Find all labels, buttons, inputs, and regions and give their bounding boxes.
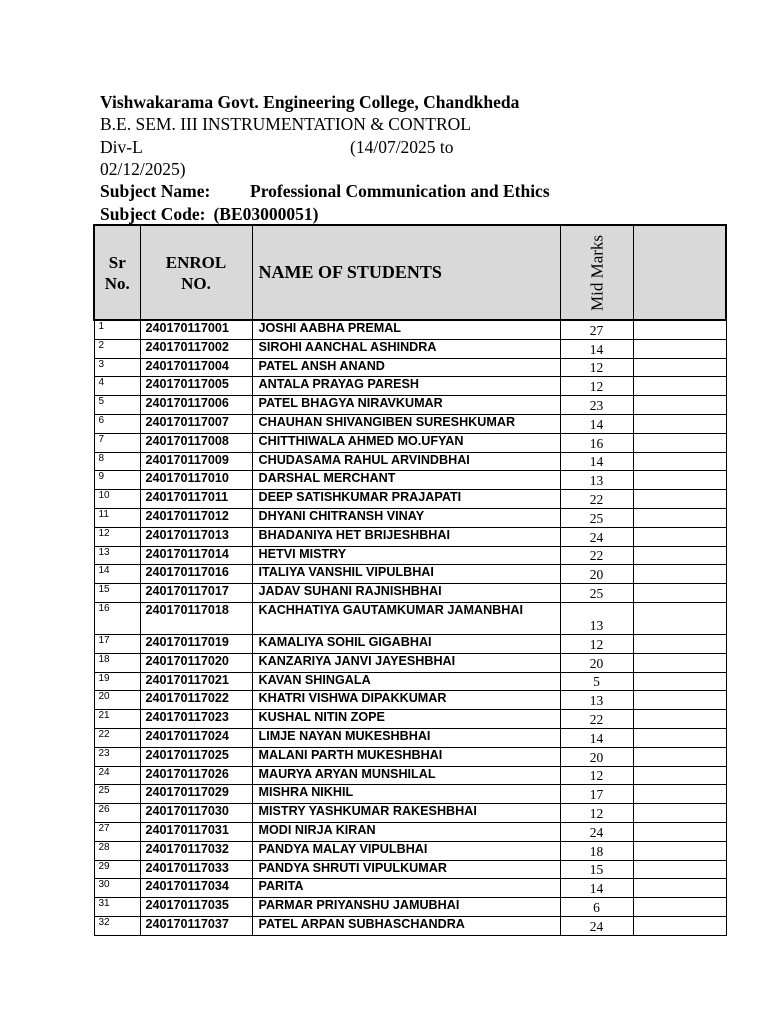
- col-blank-header: [633, 225, 726, 320]
- sr-cell: 22: [94, 728, 140, 747]
- marks-cell: 22: [560, 710, 633, 729]
- name-cell: CHUDASAMA RAHUL ARVINDBHAI: [252, 452, 560, 471]
- name-cell: ITALIYA VANSHIL VIPULBHAI: [252, 565, 560, 584]
- blank-cell: [633, 490, 726, 509]
- name-cell: PATEL ARPAN SUBHASCHANDRA: [252, 916, 560, 935]
- enrol-cell: 240170117029: [140, 785, 252, 804]
- enrol-cell: 240170117012: [140, 508, 252, 527]
- enrol-cell: 240170117026: [140, 766, 252, 785]
- name-cell: KUSHAL NITIN ZOPE: [252, 710, 560, 729]
- sr-cell: 13: [94, 546, 140, 565]
- name-cell: KACHHATIYA GAUTAMKUMAR JAMANBHAI: [252, 602, 560, 634]
- table-row: [94, 527, 726, 546]
- enrol-cell: 240170117010: [140, 471, 252, 490]
- blank-cell: [633, 433, 726, 452]
- table-row: [94, 377, 726, 396]
- marks-cell: 23: [560, 396, 633, 415]
- enrol-cell: 240170117023: [140, 710, 252, 729]
- enrol-cell: 240170117005: [140, 377, 252, 396]
- table-row: [94, 653, 726, 672]
- marks-cell: 14: [560, 728, 633, 747]
- marks-cell: 16: [560, 433, 633, 452]
- sr-cell: 6: [94, 414, 140, 433]
- sr-cell: 12: [94, 527, 140, 546]
- marks-cell: 27: [560, 320, 633, 339]
- sr-cell: 20: [94, 691, 140, 710]
- subject-name: Professional Communication and Ethics: [250, 181, 550, 201]
- blank-cell: [633, 565, 726, 584]
- enrol-cell: 240170117007: [140, 414, 252, 433]
- blank-cell: [633, 898, 726, 917]
- table-row: [94, 320, 726, 339]
- name-cell: MAURYA ARYAN MUNSHILAL: [252, 766, 560, 785]
- sr-cell: 24: [94, 766, 140, 785]
- name-cell: PANDYA SHRUTI VIPULKUMAR: [252, 860, 560, 879]
- name-cell: MISTRY YASHKUMAR RAKESHBHAI: [252, 804, 560, 823]
- col-name-header: NAME OF STUDENTS: [252, 225, 560, 320]
- table-row: [94, 584, 726, 603]
- marks-cell: 6: [560, 898, 633, 917]
- blank-cell: [633, 822, 726, 841]
- blank-cell: [633, 710, 726, 729]
- table-row: [94, 414, 726, 433]
- marks-cell: 5: [560, 672, 633, 691]
- marks-cell: 18: [560, 841, 633, 860]
- blank-cell: [633, 471, 726, 490]
- sr-cell: 31: [94, 898, 140, 917]
- col-marks-header: [560, 225, 633, 320]
- sr-cell: 9: [94, 471, 140, 490]
- table-row: [94, 728, 726, 747]
- marks-cell: 13: [560, 602, 633, 634]
- enrol-cell: 240170117006: [140, 396, 252, 415]
- name-cell: DHYANI CHITRANSH VINAY: [252, 508, 560, 527]
- enrol-cell: 240170117014: [140, 546, 252, 565]
- enrol-cell: 240170117002: [140, 339, 252, 358]
- sr-cell: 23: [94, 747, 140, 766]
- col-enrol-header: ENROL NO.: [140, 225, 252, 320]
- sr-cell: 5: [94, 396, 140, 415]
- program-line: B.E. SEM. III INSTRUMENTATION & CONTROL: [100, 114, 471, 134]
- enrol-cell: 240170117019: [140, 634, 252, 653]
- marks-cell: 14: [560, 414, 633, 433]
- name-cell: MODI NIRJA KIRAN: [252, 822, 560, 841]
- marks-cell: 22: [560, 490, 633, 509]
- term-start: (14/07/2025 to: [350, 137, 454, 157]
- table-row: [94, 822, 726, 841]
- marks-cell: 14: [560, 452, 633, 471]
- table-row: [94, 602, 726, 634]
- blank-cell: [633, 766, 726, 785]
- sr-cell: 7: [94, 433, 140, 452]
- sr-cell: 32: [94, 916, 140, 935]
- marks-cell: 12: [560, 358, 633, 377]
- sr-cell: 28: [94, 841, 140, 860]
- enrol-cell: 240170117024: [140, 728, 252, 747]
- table-row: [94, 879, 726, 898]
- table-row: [94, 358, 726, 377]
- blank-cell: [633, 339, 726, 358]
- marks-cell: 15: [560, 860, 633, 879]
- blank-cell: [633, 396, 726, 415]
- enrol-cell: 240170117035: [140, 898, 252, 917]
- sr-cell: 26: [94, 804, 140, 823]
- blank-cell: [633, 747, 726, 766]
- mid-marks-label: Mid Marks: [587, 234, 606, 311]
- sr-cell: 29: [94, 860, 140, 879]
- marks-cell: 12: [560, 377, 633, 396]
- sr-cell: 25: [94, 785, 140, 804]
- sr-cell: 2: [94, 339, 140, 358]
- table-row: [94, 634, 726, 653]
- name-cell: KANZARIYA JANVI JAYESHBHAI: [252, 653, 560, 672]
- name-cell: HETVI MISTRY: [252, 546, 560, 565]
- marks-cell: 14: [560, 879, 633, 898]
- blank-cell: [633, 320, 726, 339]
- table-row: [94, 546, 726, 565]
- enrol-cell: 240170117018: [140, 602, 252, 634]
- marks-cell: 20: [560, 653, 633, 672]
- enrol-cell: 240170117009: [140, 452, 252, 471]
- subject-code: (BE03000051): [213, 204, 319, 224]
- marks-cell: 12: [560, 766, 633, 785]
- sr-cell: 21: [94, 710, 140, 729]
- sr-cell: 1: [94, 320, 140, 339]
- sr-cell: 3: [94, 358, 140, 377]
- sr-cell: 19: [94, 672, 140, 691]
- name-cell: KHATRI VISHWA DIPAKKUMAR: [252, 691, 560, 710]
- blank-cell: [633, 841, 726, 860]
- marks-cell: 20: [560, 565, 633, 584]
- name-cell: CHAUHAN SHIVANGIBEN SURESHKUMAR: [252, 414, 560, 433]
- table-row: [94, 747, 726, 766]
- marks-cell: 24: [560, 822, 633, 841]
- enrol-cell: 240170117031: [140, 822, 252, 841]
- table-row: [94, 672, 726, 691]
- blank-cell: [633, 602, 726, 634]
- enrol-cell: 240170117013: [140, 527, 252, 546]
- name-cell: ANTALA PRAYAG PARESH: [252, 377, 560, 396]
- name-cell: JADAV SUHANI RAJNISHBHAI: [252, 584, 560, 603]
- enrol-cell: 240170117008: [140, 433, 252, 452]
- blank-cell: [633, 728, 726, 747]
- name-cell: KAMALIYA SOHIL GIGABHAI: [252, 634, 560, 653]
- table-row: [94, 898, 726, 917]
- sr-cell: 8: [94, 452, 140, 471]
- blank-cell: [633, 691, 726, 710]
- name-cell: SIROHI AANCHAL ASHINDRA: [252, 339, 560, 358]
- table-header-row: [94, 225, 726, 320]
- sr-cell: 30: [94, 879, 140, 898]
- blank-cell: [633, 377, 726, 396]
- sr-cell: 10: [94, 490, 140, 509]
- table-row: [94, 691, 726, 710]
- sr-cell: 14: [94, 565, 140, 584]
- blank-cell: [633, 527, 726, 546]
- name-cell: KAVAN SHINGALA: [252, 672, 560, 691]
- blank-cell: [633, 584, 726, 603]
- table-row: [94, 766, 726, 785]
- enrol-cell: 240170117016: [140, 565, 252, 584]
- marks-cell: 12: [560, 804, 633, 823]
- name-cell: PARITA: [252, 879, 560, 898]
- table-row: [94, 339, 726, 358]
- enrol-cell: 240170117034: [140, 879, 252, 898]
- subject-name-label: Subject Name:: [100, 181, 211, 201]
- enrol-cell: 240170117030: [140, 804, 252, 823]
- name-cell: BHADANIYA HET BRIJESHBHAI: [252, 527, 560, 546]
- table-row: [94, 433, 726, 452]
- blank-cell: [633, 452, 726, 471]
- name-cell: MALANI PARTH MUKESHBHAI: [252, 747, 560, 766]
- college-name: Vishwakarama Govt. Engineering College, Chandkheda: [100, 92, 520, 112]
- blank-cell: [633, 804, 726, 823]
- name-cell: PATEL ANSH ANAND: [252, 358, 560, 377]
- blank-cell: [633, 879, 726, 898]
- table-row: [94, 471, 726, 490]
- col-sr-header: Sr No.: [94, 225, 140, 320]
- name-cell: JOSHI AABHA PREMAL: [252, 320, 560, 339]
- table-row: [94, 565, 726, 584]
- table-row: [94, 710, 726, 729]
- blank-cell: [633, 672, 726, 691]
- enrol-cell: 240170117032: [140, 841, 252, 860]
- name-cell: LIMJE NAYAN MUKESHBHAI: [252, 728, 560, 747]
- name-cell: DEEP SATISHKUMAR PRAJAPATI: [252, 490, 560, 509]
- name-cell: PARMAR PRIYANSHU JAMUBHAI: [252, 898, 560, 917]
- table-row: [94, 916, 726, 935]
- marks-cell: 13: [560, 691, 633, 710]
- marks-cell: 14: [560, 339, 633, 358]
- enrol-cell: 240170117011: [140, 490, 252, 509]
- marks-table: [93, 224, 727, 936]
- marks-cell: 22: [560, 546, 633, 565]
- subject-code-line: [100, 203, 318, 225]
- enrol-cell: 240170117001: [140, 320, 252, 339]
- marks-cell: 25: [560, 508, 633, 527]
- sr-cell: 18: [94, 653, 140, 672]
- blank-cell: [633, 916, 726, 935]
- sr-cell: 15: [94, 584, 140, 603]
- blank-cell: [633, 414, 726, 433]
- blank-cell: [633, 508, 726, 527]
- enrol-cell: 240170117022: [140, 691, 252, 710]
- table-row: [94, 396, 726, 415]
- sr-cell: 16: [94, 602, 140, 634]
- sr-cell: 17: [94, 634, 140, 653]
- division: Div-L: [100, 137, 143, 157]
- enrol-cell: 240170117025: [140, 747, 252, 766]
- marks-cell: 24: [560, 527, 633, 546]
- marks-cell: 12: [560, 634, 633, 653]
- subject-code-label: Subject Code:: [100, 204, 206, 224]
- sr-cell: 11: [94, 508, 140, 527]
- enrol-cell: 240170117021: [140, 672, 252, 691]
- name-cell: DARSHAL MERCHANT: [252, 471, 560, 490]
- table-row: [94, 860, 726, 879]
- marks-cell: 17: [560, 785, 633, 804]
- enrol-cell: 240170117017: [140, 584, 252, 603]
- table-row: [94, 452, 726, 471]
- marks-cell: 25: [560, 584, 633, 603]
- enrol-cell: 240170117020: [140, 653, 252, 672]
- blank-cell: [633, 546, 726, 565]
- blank-cell: [633, 634, 726, 653]
- name-cell: PATEL BHAGYA NIRAVKUMAR: [252, 396, 560, 415]
- enrol-cell: 240170117004: [140, 358, 252, 377]
- marks-cell: 13: [560, 471, 633, 490]
- name-cell: MISHRA NIKHIL: [252, 785, 560, 804]
- enrol-cell: 240170117033: [140, 860, 252, 879]
- table-row: [94, 490, 726, 509]
- sr-cell: 27: [94, 822, 140, 841]
- name-cell: CHITTHIWALA AHMED MO.UFYAN: [252, 433, 560, 452]
- name-cell: PANDYA MALAY VIPULBHAI: [252, 841, 560, 860]
- sr-cell: 4: [94, 377, 140, 396]
- marks-cell: 24: [560, 916, 633, 935]
- enrol-cell: 240170117037: [140, 916, 252, 935]
- marks-cell: 20: [560, 747, 633, 766]
- table-row: [94, 508, 726, 527]
- subject-name-line: [100, 180, 550, 202]
- term-end: 02/12/2025): [100, 159, 186, 179]
- blank-cell: [633, 653, 726, 672]
- blank-cell: [633, 358, 726, 377]
- blank-cell: [633, 860, 726, 879]
- table-row: [94, 804, 726, 823]
- blank-cell: [633, 785, 726, 804]
- table-row: [94, 785, 726, 804]
- table-row: [94, 841, 726, 860]
